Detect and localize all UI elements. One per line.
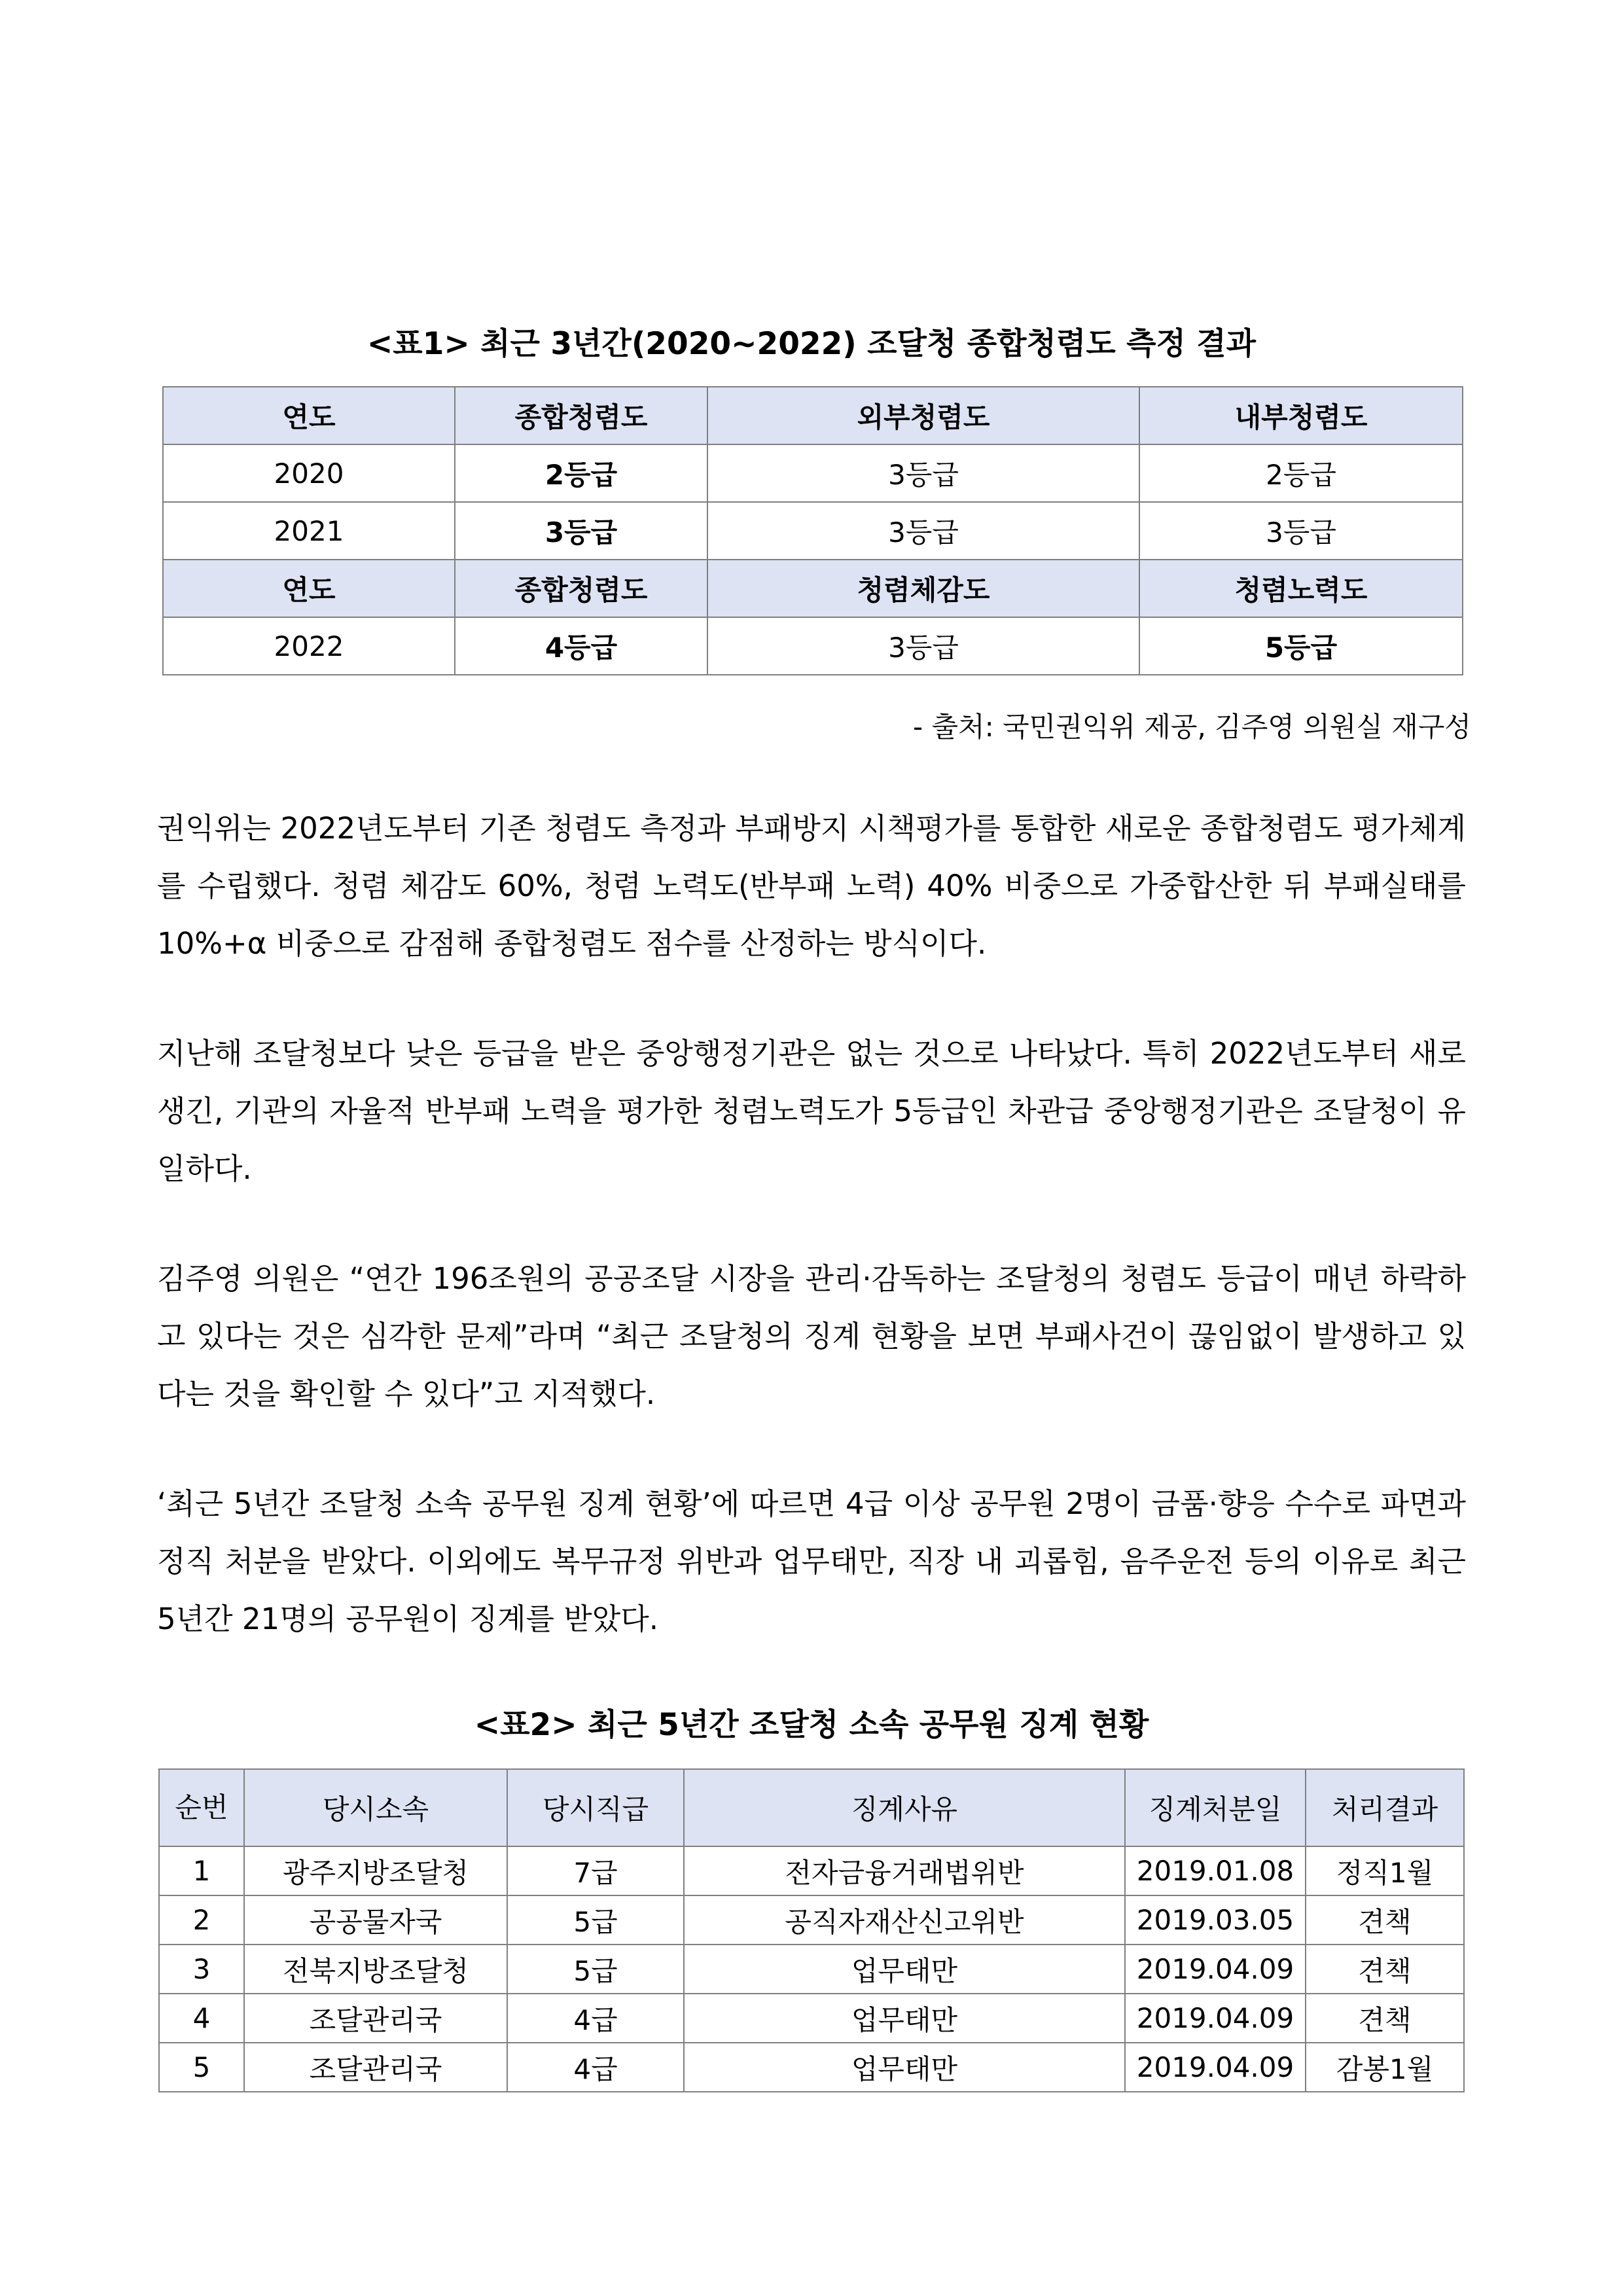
cell-result: 정직1월 xyxy=(1306,1846,1464,1895)
col-header-date: 징계처분일 xyxy=(1125,1769,1306,1846)
cell-department: 광주지방조달청 xyxy=(244,1846,507,1895)
disciplinary-table xyxy=(158,1768,1465,2092)
table1-source-note: - 출처: 국민권익위 제공, 김주영 의원실 재구성 xyxy=(912,711,1471,743)
cell-date: 2019.04.09 xyxy=(1125,1994,1306,2043)
cell-reason: 공직자재산신고위반 xyxy=(684,1895,1125,1945)
cell-rank: 5급 xyxy=(507,1895,684,1945)
cell-result: 견책 xyxy=(1306,1945,1464,1994)
cell-department: 조달관리국 xyxy=(244,1994,507,2043)
cell-number: 2 xyxy=(159,1895,244,1945)
cell-external-grade: 3등급 xyxy=(707,444,1139,502)
table1-header-row-2022 xyxy=(163,560,1463,617)
col-header-reason: 징계사유 xyxy=(684,1769,1125,1846)
col-header-total-integrity: 종합청렴도 xyxy=(455,560,707,617)
cell-department: 전북지방조달청 xyxy=(244,1945,507,1994)
cell-perception-grade: 3등급 xyxy=(707,617,1139,675)
table-row xyxy=(159,2043,1464,2092)
cell-number: 4 xyxy=(159,1994,244,2043)
table-row xyxy=(159,1895,1464,1945)
col-header-integrity-perception: 청렴체감도 xyxy=(707,560,1139,617)
col-header-result: 처리결과 xyxy=(1306,1769,1464,1846)
cell-result: 견책 xyxy=(1306,1994,1464,2043)
col-header-year: 연도 xyxy=(163,387,455,444)
table2-caption: <표2> 최근 5년간 조달청 소속 공무원 징계 현황 xyxy=(474,1707,1149,1743)
cell-number: 1 xyxy=(159,1846,244,1895)
paragraph-3: 김주영 의원은 “연간 196조원의 공공조달 시장을 관리·감독하는 조달청의 청렴도 등급이 매년 하락하고 있다는 것은 심각한 문제”라며 “최근 조달청의 징계 현황을 보면 부패사건이 끊임없이 발생하고 있다는 것을 확인할 수 있다”고 지적했다. xyxy=(157,1261,1466,1411)
paragraph-1: 권익위는 2022년도부터 기존 청렴도 측정과 부패방지 시책평가를 통합한 새로운 종합청렴도 평가체계를 수립했다. 청렴 체감도 60%, 청렴 노력도(반부패 노력) 40% 비중으로 가중합산한 뒤 부패실태를 10%+α 비중으로 감점해 종합청렴도 점수를 산정하는 방식이다. xyxy=(157,811,1466,961)
cell-result: 감봉1월 xyxy=(1306,2043,1464,2092)
cell-external-grade: 3등급 xyxy=(707,502,1139,560)
cell-year: 2021 xyxy=(163,502,455,560)
cell-internal-grade: 2등급 xyxy=(1139,444,1463,502)
col-header-department: 당시소속 xyxy=(244,1769,507,1846)
col-header-number: 순번 xyxy=(159,1769,244,1846)
cell-reason: 업무태만 xyxy=(684,2043,1125,2092)
table1-row xyxy=(163,444,1463,502)
table-row xyxy=(159,1994,1464,2043)
cell-date: 2019.04.09 xyxy=(1125,1945,1306,1994)
cell-total-grade: 2등급 xyxy=(455,444,707,502)
cell-result: 견책 xyxy=(1306,1895,1464,1945)
cell-total-grade: 4등급 xyxy=(455,617,707,675)
cell-number: 3 xyxy=(159,1945,244,1994)
cell-total-grade: 3등급 xyxy=(455,502,707,560)
cell-rank: 4급 xyxy=(507,2043,684,2092)
cell-date: 2019.01.08 xyxy=(1125,1846,1306,1895)
cell-internal-grade: 3등급 xyxy=(1139,502,1463,560)
table1-row xyxy=(163,502,1463,560)
table1-row xyxy=(163,617,1463,675)
table2-header-row xyxy=(159,1769,1464,1846)
cell-effort-grade: 5등급 xyxy=(1139,617,1463,675)
table-row xyxy=(159,1846,1464,1895)
cell-rank: 7급 xyxy=(507,1846,684,1895)
cell-reason: 업무태만 xyxy=(684,1945,1125,1994)
cell-department: 조달관리국 xyxy=(244,2043,507,2092)
cell-rank: 4급 xyxy=(507,1994,684,2043)
paragraph-4: ‘최근 5년간 조달청 소속 공무원 징계 현황’에 따르면 4급 이상 공무원 2명이 금품·향응 수수로 파면과 정직 처분을 받았다. 이외에도 복무규정 위반과 업무태만, 직장 내 괴롭힘, 음주운전 등의 이유로 최근 5년간 21명의 공무원이 징계를 받았다. xyxy=(157,1486,1466,1636)
cell-year: 2022 xyxy=(163,617,455,675)
col-header-total-integrity: 종합청렴도 xyxy=(455,387,707,444)
table1-header-row xyxy=(163,387,1463,444)
cell-department: 공공물자국 xyxy=(244,1895,507,1945)
cell-reason: 전자금융거래법위반 xyxy=(684,1846,1125,1895)
table1-caption: <표1> 최근 3년간(2020~2022) 조달청 종합청렴도 측정 결과 xyxy=(366,326,1257,362)
cell-number: 5 xyxy=(159,2043,244,2092)
cell-rank: 5급 xyxy=(507,1945,684,1994)
integrity-results-table xyxy=(162,386,1463,675)
col-header-internal-integrity: 내부청렴도 xyxy=(1139,387,1463,444)
cell-date: 2019.03.05 xyxy=(1125,1895,1306,1945)
col-header-integrity-effort: 청렴노력도 xyxy=(1139,560,1463,617)
table-row xyxy=(159,1945,1464,1994)
cell-reason: 업무태만 xyxy=(684,1994,1125,2043)
col-header-rank: 당시직급 xyxy=(507,1769,684,1846)
col-header-year: 연도 xyxy=(163,560,455,617)
cell-date: 2019.04.09 xyxy=(1125,2043,1306,2092)
paragraph-2: 지난해 조달청보다 낮은 등급을 받은 중앙행정기관은 없는 것으로 나타났다. 특히 2022년도부터 새로 생긴, 기관의 자율적 반부패 노력을 평가한 청렴노력도가 5등급인 차관급 중앙행정기관은 조달청이 유일하다. xyxy=(157,1036,1466,1186)
cell-year: 2020 xyxy=(163,444,455,502)
col-header-external-integrity: 외부청렴도 xyxy=(707,387,1139,444)
